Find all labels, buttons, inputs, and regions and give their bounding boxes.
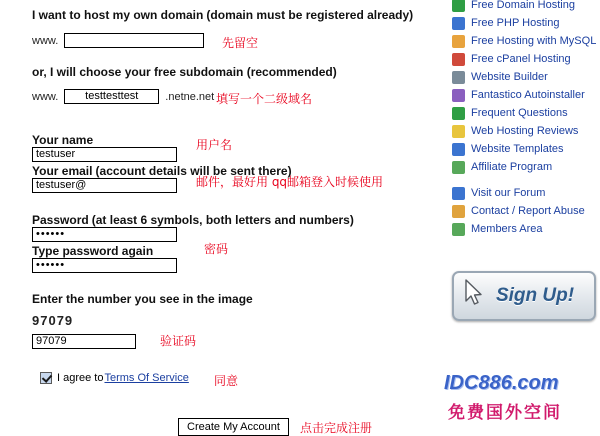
own-domain-input[interactable] [64, 33, 204, 48]
page-icon [452, 17, 465, 30]
sidebar-link-label[interactable]: Web Hosting Reviews [471, 125, 579, 137]
cursor-icon [464, 279, 486, 307]
sidebar-item-free-domain-hosting[interactable] [452, 0, 600, 14]
wrench-icon [452, 71, 465, 84]
annotation-password: 密码 [204, 242, 229, 256]
password-again-input[interactable] [32, 258, 177, 273]
own-domain-label-bold: I want to host my own domain [32, 8, 204, 22]
tos-link[interactable]: Terms Of Service [104, 372, 189, 384]
annotation-email: 邮件，最好用 qq邮箱登入时候使用 [196, 175, 384, 189]
sidebar-links-top [452, 0, 600, 176]
submit-row [178, 418, 289, 436]
sidebar-item-frequent-questions[interactable] [452, 104, 600, 122]
sidebar-links-bottom [452, 184, 600, 238]
password-again-field-row [32, 258, 177, 273]
sidebar-item-web-hosting-reviews[interactable] [452, 122, 600, 140]
signup-button-label: Sign Up! [495, 285, 575, 306]
annotation-captcha: 验证码 [160, 334, 197, 348]
name-label: Your name [32, 133, 94, 147]
sidebar-link-label[interactable]: Free Domain Hosting [471, 0, 575, 11]
annotation-tos: 同意 [214, 374, 239, 388]
sidebar-link-label[interactable]: Free cPanel Hosting [471, 53, 571, 65]
captcha-field-row [32, 334, 136, 349]
sidebar-item-free-php-hosting[interactable] [452, 14, 600, 32]
password-label [32, 213, 354, 227]
sidebar-item-website-templates[interactable] [452, 140, 600, 158]
globe-icon [452, 0, 465, 12]
annotation-name: 用户名 [196, 138, 233, 152]
sidebar-link-label[interactable]: Website Templates [471, 143, 564, 155]
watermark-tagline: 免费国外空间 [448, 403, 562, 423]
annotation-subdomain: 填写一个二级域名 [216, 92, 313, 106]
name-input[interactable] [32, 147, 177, 162]
sidebar-item-fantastico-autoinstaller[interactable] [452, 86, 600, 104]
subdomain-input[interactable] [64, 89, 159, 104]
sidebar [440, 0, 600, 436]
subdomain-prefix: www. [32, 90, 59, 103]
own-domain-field-row [32, 33, 204, 48]
tos-row[interactable] [40, 372, 189, 384]
sidebar-link-label[interactable]: Free PHP Hosting [471, 17, 560, 29]
question-icon [452, 107, 465, 120]
database-icon [452, 35, 465, 48]
own-domain-label [32, 8, 413, 22]
tos-checkbox[interactable] [40, 372, 52, 384]
password-field-row [32, 227, 177, 242]
sidebar-link-label[interactable]: Members Area [471, 223, 543, 235]
watermark-site: IDC886.com [444, 372, 559, 394]
captcha-input[interactable] [32, 334, 136, 349]
signup-button[interactable] [452, 271, 596, 321]
sidebar-item-website-builder[interactable] [452, 68, 600, 86]
own-domain-prefix: www. [32, 34, 59, 47]
captcha-label: Enter the number you see in the image [32, 292, 253, 306]
panel-icon [452, 53, 465, 66]
star-icon [452, 125, 465, 138]
password-label-bold: Password [32, 213, 89, 227]
user-icon [452, 223, 465, 236]
sidebar-link-label[interactable]: Website Builder [471, 71, 548, 83]
password-again-label: Type password again [32, 244, 154, 258]
sidebar-item-contact-report-abuse[interactable] [452, 202, 600, 220]
tos-text: I agree to [57, 372, 104, 384]
sidebar-item-free-cpanel-hosting[interactable] [452, 50, 600, 68]
sidebar-link-label[interactable]: Affiliate Program [471, 161, 553, 173]
sidebar-item-free-hosting-mysql[interactable] [452, 32, 600, 50]
annotation-submit: 点击完成注册 [300, 421, 373, 435]
email-field-row [32, 178, 177, 193]
box-icon [452, 89, 465, 102]
sidebar-item-members-area[interactable] [452, 220, 600, 238]
annotation-own-domain: 先留空 [222, 36, 259, 50]
password-label-note: (at least 6 symbols, both letters and numbers) [91, 213, 354, 227]
signup-button-wrap [452, 271, 592, 317]
sidebar-link-label[interactable]: Free Hosting with MySQL [471, 35, 597, 47]
sidebar-link-label[interactable]: Contact / Report Abuse [471, 205, 585, 217]
handshake-icon [452, 161, 465, 174]
email-label-note: (account details will be sent there) [95, 164, 292, 178]
name-field-row [32, 147, 177, 162]
subdomain-suffix: .netne.net [165, 90, 215, 103]
sidebar-item-affiliate-program[interactable] [452, 158, 600, 176]
create-account-button[interactable]: Create My Account [178, 418, 289, 436]
subdomain-label: or, I will choose your free subdomain (recommended) [32, 65, 337, 79]
email-input[interactable] [32, 178, 177, 193]
own-domain-label-note: (domain must be registered already) [206, 8, 414, 22]
sidebar-item-visit-our-forum[interactable] [452, 184, 600, 202]
mail-icon [452, 205, 465, 218]
sidebar-link-label[interactable]: Fantastico Autoinstaller [471, 89, 585, 101]
sidebar-link-label[interactable]: Frequent Questions [471, 107, 568, 119]
password-input[interactable] [32, 227, 177, 242]
layout-icon [452, 143, 465, 156]
email-label-bold: Your email [32, 164, 93, 178]
forum-icon [452, 187, 465, 200]
captcha-image: 97079 [32, 313, 74, 328]
subdomain-field-row [32, 89, 214, 104]
sidebar-link-label[interactable]: Visit our Forum [471, 187, 546, 199]
